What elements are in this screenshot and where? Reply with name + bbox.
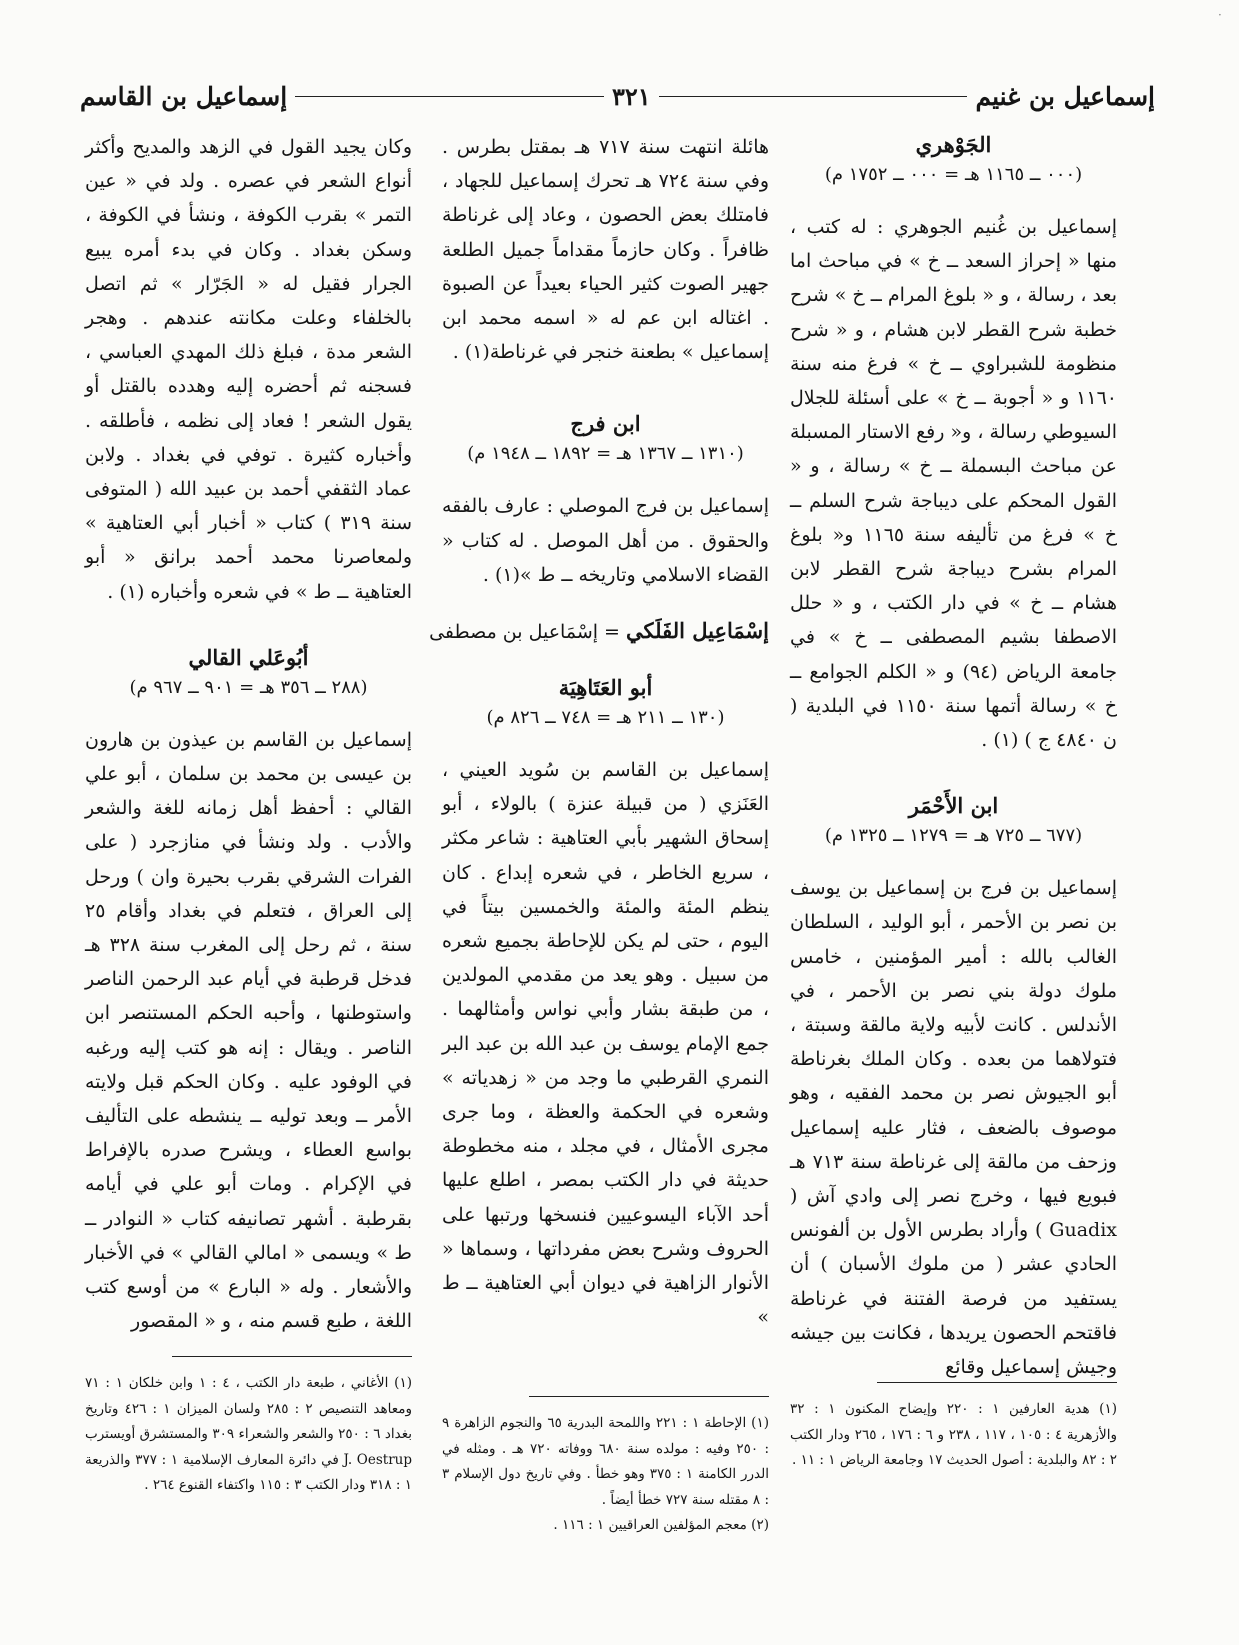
footnote: (١) الإحاطة ١ : ٢٢١ واللمحة البدرية ٦٥ والنجوم الزاهرة ٩ : ٢٥٠ وفيه : مولده سنة ٦٨٠ ووفاته ٧٢٠ هـ . ومثله في الدرر الكامنة ١ : ٣٧٥ وهو خطأ . وفي تاريخ دول الإسلام ٣ : ٨ مقتله سنة ٧٢٧ خطأ أيضاً .: [442, 1415, 770, 1508]
entry-dates: (١٣١٠ ــ ١٣٦٧ هـ = ١٨٩٢ ــ ١٩٤٨ م): [467, 443, 744, 465]
entry-heading: ابن الأَحْمَر: [908, 793, 999, 819]
column-right: [790, 130, 1117, 1610]
footnote-rule: [529, 1396, 769, 1397]
footnote-rule: [172, 1356, 412, 1357]
entry-text: إسماعيل بن القاسم بن عيذون بن هارون بن عيسى بن محمد بن سلمان ، أبو علي القالي : أحفظ أهل زمانه للغة والشعر والأدب . ولد ونشأ في منازجرد ( على الفرات الشرقي بقرب بحيرة وان ) ورحل إلى العراق ، فتعلم في بغداد وأقام ٢٥ سنة ، ثم رحل إلى المغرب سنة ٣٢٨ هـ فدخل قرطبة في أيام عبد الرحمن الناصر واستوطنها ، وأحبه الحكم المستنصر ابن الناصر . ويقال : إنه هو كتب إليه ورغبه في الوفود عليه . وكان الحكم قبل ولايته الأمر ــ وبعد توليه ــ ينشطه على التأليف بواسع العطاء ، ويشرح صدره بالإفراط في الإكرام . ومات أبو علي في أيامه بقرطبة . أشهر تصانيفه كتاب « النوادر ــ ط » ويسمى « امالي القالي » في الأخبار والأشعار . وله « البارع » من أوسع كتب اللغة ، طبع قسم منه ، و « المقصور: [85, 728, 412, 1333]
corner-mark: ·: [1218, 8, 1222, 22]
entry-dates: (٦٧٧ ــ ٧٢٥ هـ = ١٢٧٩ ــ ١٣٢٥ م): [824, 825, 1083, 847]
footnote: (٢) معجم المؤلفين العراقيين ١ : ١١٦ .: [553, 1517, 769, 1533]
entry-heading: أبو العَتَاهِيَة: [558, 675, 653, 701]
running-head-left: إسماعيل بن القاسم: [80, 81, 288, 111]
column-middle: [429, 130, 770, 1610]
page-number: ٣٢١: [611, 81, 651, 111]
entry-dates: (٠٠٠ ــ ١١٦٥ هـ = ٠٠٠ ــ ١٧٥٢ م): [824, 164, 1083, 185]
footnote: (١) هدية العارفين ١ : ٢٢٠ وإيضاح المكنون ١ : ٣٢ والأزهرية ٤ : ١٠٥ ، ١١٧ ، ٢٣٨ و ٦ : ١٧٦ ، ٢٦٥ ودار الكتب ٢ : ٨٢ والبلدية : أصول الحديث ١٧ وجامعة الرياض ١ : ١١ .: [790, 1401, 1117, 1468]
entry-text: إسماعيل بن فرج الموصلي : عارف بالفقه والحقوق . من أهل الموصل . له كتاب « القضاء الاسلامي وتاريخه ــ ط »(١) .: [442, 495, 769, 586]
entry-text: هائلة انتهت سنة ٧١٧ هـ بمقتل بطرس . وفي سنة ٧٢٤ هـ تحرك إسماعيل للجهاد ، فامتلك بعض الحصون ، وعاد إلى غرناطة ظافراً . وكان حازماً مقداماً جميل الطلعة جهير الصوت كثير الحياء بعيداً عن الصبوة . اغتاله ابن عم له « اسمه محمد ابن إسماعيل » بطعنة خنجر في غرناطة(١) .: [442, 136, 769, 364]
entry-heading: أبُوعَلي القالي: [188, 644, 309, 670]
running-head-rule: [659, 96, 968, 97]
footnote: (١) الأغاني ، طبعة دار الكتب ، ٤ : ١ وابن خلكان ١ : ٧١ ومعاهد التنصيص ٢ : ٢٨٥ ولسان الميزان ١ : ٤٢٦ وتاريخ بغداد ٦ : ٢٥٠ والشعر والشعراء ٣٠٩ والمستشرق أويسترب J. Oestrup في دائرة المعارف الإسلامية ١ : ٣٧٧ والذريعة ١ : ٣١٨ ودار الكتب ٣ : ١١٥ واكتفاء القنوع ٢٦٤ .: [85, 1375, 413, 1493]
entry-dates: (٢٨٨ ــ ٣٥٦ هـ = ٩٠١ ــ ٩٦٧ م): [129, 676, 368, 698]
footnote-rule: [877, 1382, 1117, 1383]
entry-text: إسماعيل بن فرج بن إسماعيل بن يوسف بن نصر بن الأحمر ، أبو الوليد ، السلطان الغالب بالله : أمير المؤمنين ، خامس ملوك دولة بني نصر بن الأحمر ، في الأندلس . كانت لأبيه ولاية مالقة وسبتة ، فتولاهما من بعده . وكان الملك بغرناطة أبو الجيوش نصر بن محمد الفقيه ، وهو موصوف بالضعف ، فثار عليه إسماعيل وزحف من مالقة إلى غرناطة سنة ٧١٣ هـ فبويع فيها ، وخرج نصر إلى وادي آش ( Guadix ) وأراد بطرس الأول بن ألفونس الحادي عشر ( من ملوك الأسبان ) أن يستفيد من فرصة الفتنة في غرناطة فاقتحم الحصون يريدها ، فكانت بين جيشه وجيش إسماعيل وقائع: [790, 877, 1117, 1379]
running-head-rule: [295, 96, 604, 97]
running-head: [80, 76, 1155, 116]
footnotes: [85, 1356, 412, 1499]
entry-heading: الجَوْهري: [915, 132, 992, 157]
footnotes: [442, 1396, 769, 1539]
footnotes: [790, 1382, 1117, 1474]
cross-reference-target: = إسْمَاعيل بن مصطفى: [429, 621, 620, 644]
cross-reference-head: إسْمَاعِيل الفَلَكي: [626, 618, 769, 644]
entry-text: إسماعيل بن غُنيم الجوهري : له كتب ، منها « إحراز السعد ــ خ » في مباحث اما بعد ، رسالة ، و « بلوغ المرام ــ خ » شرح خطبة شرح القطر لابن هشام ، و « شرح منظومة للشبراوي ــ خ » فرغ منه سنة ١١٦٠ و « أجوبة ــ خ » على أسئلة للجلال السيوطي رسالة ، و« رفع الاستار المسبلة عن مباحث البسملة ــ خ » رسالة ، و « القول المحكم على ديباجة شرح السلم ــ خ » فرغ من تأليفه سنة ١١٦٥ و« بلوغ المرام بشرح ديباجة شرح القطر لابن هشام ــ خ » في دار الكتب ، و « حلل الاصطفا بشيم المصطفى ــ خ » في جامعة الرياض (٩٤) و « الكلم الجوامع ــ خ » رسالة أتمها سنة ١١٥٠ في البلدية ( ن ٤٨٤٠ ج ) (١) .: [790, 216, 1118, 752]
entry-heading: ابن فرج: [570, 411, 641, 437]
entry-text: إسماعيل بن القاسم بن سُويد العيني ، العَنَزي ( من قبيلة عنزة ) بالولاء ، أبو إسحاق الشهير بأبي العتاهية : شاعر مكثر ، سريع الخاطر ، في شعره إبداع . كان ينظم المئة والمئة والخمسين بيتاً في اليوم ، حتى لم يكن للإحاطة بجميع شعره من سبيل . وهو يعد من مقدمي المولدين ، من طبقة بشار وأبي نواس وأمثالهما . جمع الإمام يوسف بن عبد الله بن عبد البر النمري القرطبي ما وجد من « زهدياته » وشعره في الحكمة والعظة ، وما جرى مجرى الأمثال ، في مجلد ، منه مخطوطة حديثة في دار الكتب بمصر ، اطلع عليها أحد الآباء اليسوعيين فنسخها ورتبها على الحروف وشرح بعض مفرداتها ، وسماها « الأنوار الزاهية في ديوان أبي العتاهية ــ ط »: [442, 759, 769, 1329]
entry-text: وكان يجيد القول في الزهد والمديح وأكثر أنواع الشعر في عصره . ولد في « عين التمر » بقرب الكوفة ، ونشأ في الكوفة ، وسكن بغداد . وكان في بدء أمره يبيع الجرار فقيل له « الجَرّار » ثم اتصل بالخلفاء وعلت مكانته عندهم . وهجر الشعر مدة ، فبلغ ذلك المهدي العباسي ، فسجنه ثم أحضره إليه وهدده بالقتل أو يقول الشعر ! فعاد إلى نظمه ، فأطلقه . وأخباره كثيرة . توفي في بغداد . ولابن عماد الثقفي أحمد بن عبيد الله ( المتوفى سنة ٣١٩ ) كتاب « أخبار أبي العتاهية » ولمعاصرنا محمد أحمد برانق « أبو العتاهية ــ ط » في شعره وأخباره (١) .: [85, 136, 412, 603]
entry-dates: (١٣٠ ــ ٢١١ هـ = ٧٤٨ ــ ٨٢٦ م): [486, 707, 725, 729]
column-left: [85, 130, 412, 1610]
running-head-right: إسماعيل بن غنيم: [975, 81, 1155, 111]
cross-reference: [429, 614, 769, 649]
